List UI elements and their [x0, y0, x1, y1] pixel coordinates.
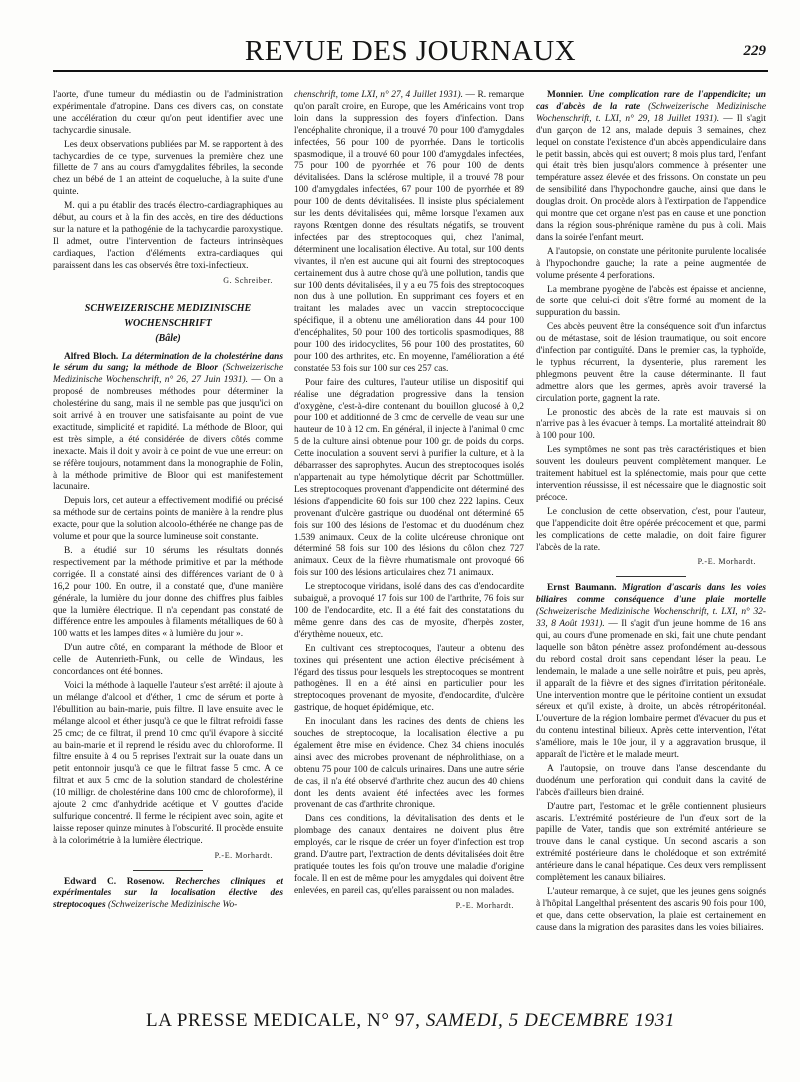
paragraph: La membrane pyogène de l'abcès est épaisse et ancienne, de sorte que celui-ci doit s'être formé au moment de la suppuration du bassin.	[536, 284, 766, 319]
signature: P.-E. Morhardt.	[214, 850, 273, 860]
paragraph: A l'autopsie, on trouve dans l'anse descendante du duodénum une perforation qui conduit dans la cavité de l'abcès d'ailleurs bien drainé.	[536, 763, 766, 798]
article-title: Migration d'ascaris dans les voies biliaires comme conséquence d'une plaie mortelle	[536, 583, 766, 606]
paragraph: M. qui a pu établir des tracés électro-cardiagraphiques au début, au cours et à la fin des accès, en tire des déductions sur la nature et la pathogénie de la tachycardie paroxystique. Il admet, outre l'intervention de facteurs intrinsèques cardiaques, l'action d'éléments extra-cardiaques qui paraissent dans les cas observés être toxi-infectieux.	[53, 201, 283, 271]
signature: P.-E. Morhardt.	[697, 557, 756, 567]
article-title: Une complication rare de l'appendicite; un cas d'abcès de la rate	[536, 90, 766, 112]
running-title: REVUE DES JOURNAUX	[244, 35, 577, 67]
article-text: — Il s'agit d'un garçon de 12 ans, malade depuis 3 semaines, chez lequel on constate l'existence d'un abcès appendiculaire dans le petit bassin, abcès qui est ouvert; 8 mois plus tard, l'enfant qui était très bien jusqu'alors commence à présenter une température assez élevée et des frissons. On constate un peu de sensibilité dans l'hypochondre gauche, ainsi que dans le douglas droit. On procède alors à l'extirpation de l'appendice qui montre que cet organe n'est pas en cause et une ponction dans la région sous-phrénique ramène du pus à coli. Mais dans la soirée l'enfant meurt.	[536, 113, 766, 243]
footer-journal: LA PRESSE MEDICALE, N° 97,	[146, 1010, 421, 1031]
journal-page	[53, 28, 768, 1068]
article-heading	[536, 90, 766, 245]
paragraph: Pour faire des cultures, l'auteur utilise un dispositif qui réalise une dégradation progressive dans la tension d'oxygène, c'est-à-dire contenant du bouillon glucosé à 0,2 pour 100 et additionné de 3 cmc de cervelle de veau sur une hauteur de 10 à 12 cm. En général, il injecte à l'animal 0 cmc 5 de la culture ainsi obtenue pour 100 gr. de poids du corps. Cette inoculation a souvent servi à purifier la culture, et à la débarrasser des saprophytes. Aucun des streptocoques isolés n'appartenait au type hémolytique décrit par Schottmüller. Les streptocoques provenant d'appendicite ont déterminé des lésions d'appendicite 60 fois sur 100 chez 222 lapins. Ceux provenant d'ulcère gastrique ou duodénal ont déterminé 65 fois sur 100 des lésions de l'estomac et du duodénum chez 1.539 animaux. Ceux de la colite ulcéreuse chronique ont déterminé 58 fois sur 100 des lésions du côlon chez 727 animaux. Ceux de la fièvre rhumatismale ont provoqué 66 fois sur 100 des lésions articulaires chez 71 animaux.	[294, 377, 524, 579]
page-number: 229	[743, 43, 766, 59]
separator-rule	[133, 870, 203, 871]
paragraph: Ces abcès peuvent être la conséquence soit d'un infarctus ou de métastase, soit de lésion traumatique, ou soit encore d'infection par contiguïté. Dans le premier cas, la typhoïde, le typhus récurrent, la dysenterie, plus rarement les phlegmons peuvent être la cause déterminante. Il faut admettre alors que les germes, après avoir traversé la circulation porte, gagnent la rate.	[536, 322, 766, 404]
paragraph: Les deux observations publiées par M. se rapportent à des tachycardies de ce type, survenues la première chez une fillette de 7 ans au cours d'amygdalites fébriles, la seconde chez un bébé de 1 an atteint de coqueluche, à la suite d'une quinte.	[53, 139, 283, 198]
paragraph: Depuis lors, cet auteur a effectivement modifié ou précisé sa méthode sur de certains points de manière à la rendre plus exacte, pour que la solution alcoolo-éthérée ne change pas de volume et pour que la source lumineuse soit constante.	[53, 496, 283, 543]
footer-date: SAMEDI, 5 DECEMBRE 1931	[425, 1010, 675, 1031]
article-title: Recherches cliniques et expérimentales sur la localisation élective des streptocoques	[53, 876, 283, 911]
paragraph: B. a étudié sur 10 sérums les résultats donnés respectivement par la méthode primitive et par la méthode corrigée. Il a constaté ainsi des différences variant de 0 à 16,2 pour 100. En outre, il a constaté que, d'une manière générale, la lumière du jour donne des chiffres plus faibles que la lumière électrique. Il n'a cependant pas constaté de différence entre les ampoules à filaments métalliques de 60 à 100 watts et les lampes dites « à lumière du jour ».	[53, 546, 283, 640]
paragraph: Le conclusion de cette observation, c'est, pour l'auteur, que l'appendicite doit être opérée précocement et que, parmi les complications de cette maladie, on doit faire figurer l'abcès de la rate.	[536, 506, 766, 553]
paragraph: A l'autopsie, on constate une péritonite purulente localisée à l'hypochondre gauche; la rate a peine augmentée de volume présente 4 perforations.	[536, 246, 766, 281]
article-source: (Schweizerische Medizinische Wochenschrift, t. LXI, n° 29, 18 Juillet 1931).	[536, 101, 766, 124]
paragraph: Voici la méthode à laquelle l'auteur s'est arrêté: il ajoute à un mélange d'alcool et d'éther, 1 cmc de sérum et porte à l'ébullition au bain-marie, puis filtre. Il lave ensuite avec le mélange alcool et éther jusqu'à ce que le filtrat refroidi fasse 25 cmc; de ce filtrat, il prend 10 cmc qu'il évapore à siccité au bain-marie et il reprend le résidu avec du chloroforme. Il filtre ensuite à 4 ou 5 reprises l'extrait sur la ouate dans un petit entonnoir jusqu'à ce que le filtrat fasse 5 cmc. A ce filtrat et aux 5 cmc de la solution standard de cholestérine (10 milligr. de cholestérine dans 100 cmc de chloroforme), il ajoute 2 cmc d'anhydride acétique et V gouttes d'acide sulfurique concentré. Il ferme le récipient avec soin, agite et laisse reposer quinze minutes à l'obscurité. Il procède ensuite à la colorimétrie à la lumière électrique.	[53, 680, 283, 846]
article-source: (Schweizerische Medizinische Wo-	[107, 900, 238, 911]
article-heading	[53, 352, 283, 495]
article-text: — R. remarque qu'on paraît croire, en Europe, que les Américains vont trop loin dans la suppression des foyers d'infection. Dans l'encéphalite chronique, il a trouvé 70 pour 100 d'amygdales infectées, 56 pour 100 de pyorrhée. Dans le torticolis spasmodique, il a trouvé 60 pour 100 d'amygdales infectées, 75 pour 100 de pyorrhée et 76 pour 100 de dents dévitalisées. Dans la sclérose multiple, il a trouvé 78 pour 100 d'amygdales infectées, 67 pour 100 de pyorrhée et 89 pour 100 de dents dévitalisées. Il insiste plus spécialement sur les dents dévitalisées qui, même lorsque l'examen aux rayons Rœntgen donne des résultats négatifs, se trouvent infectées par des streptocoques qui, chez l'animal, déterminent une localisation élective. Au total, sur 100 dents vivantes, il n'en est aucune qui ait fourni des streptocoques certainement dus à autre chose qu'à une pollution, tandis que sur 100 dents dévitalisées, il y a eu 75 fois des streptocoques non dus à une pollution. En supprimant ces foyers et en traitant les malades avec un vaccin streptococcique spécifique, il a obtenu une amélioration dans 44 pour 100 d'encéphalites, 50 pour 100 des torticolis spasmodiques, 88 pour 100 des iridocyclites, 56 pour 100 des prostatites, 60 pour 100 des arthrites, etc. En moyenne, l'amélioration a été constatée 53 fois sur 100 sur ces 257 cas.	[294, 90, 524, 374]
column-middle	[294, 90, 524, 995]
article-heading	[53, 877, 283, 913]
journal-city: (Bâle)	[155, 332, 181, 344]
column-left	[53, 90, 283, 995]
paragraph: Le pronostic des abcès de la rate est mauvais si on n'arrive pas à les évacuer à temps. La mortalité atteindrait 80 à 100 pour 100.	[536, 407, 766, 442]
article-source: chenschrift, tome LXI, n° 27, 4 Juillet 1931).	[294, 90, 463, 100]
paragraph: En cultivant ces streptocoques, l'auteur a obtenu des toxines qui présentent une action élective précisément à l'égard des tissus pour lesquels les streptocoques se montrent pathogènes. Il en a été ainsi en particulier pour les streptocoques provenant de myosite, d'endocardite, d'ulcère gastrique, de hoquet épidémique, etc.	[294, 643, 524, 714]
article-source: (Schweizerische Medizinische Wochenschrift, n° 26, 27 Juin 1931).	[53, 363, 283, 386]
paragraph: Dans ces conditions, la dévitalisation des dents et le plombage des canaux dentaires ne doivent plus être employés, car le risque de créer un foyer d'infection est trop grand. D'autre part, l'extraction de dents dévitalisées doit être pratiquée toutes les fois qu'on trouve une maladie d'origine focale. Il en est de même pour les amygdales qui doivent être enlevées, en pareil cas, qu'elles paraissent ou non malades.	[294, 814, 524, 896]
signature: G. Schreiber.	[223, 275, 273, 285]
separator-rule	[616, 576, 686, 577]
article-author: Monnier.	[547, 90, 584, 100]
article-text: — Il s'agit d'un jeune homme de 16 ans qui, au cours d'une promenade en ski, fait une chute pendant laquelle son bâton pénètre assez profondément au-dessous du rebord costal droit sans cependant léser la peau. Le lendemain, le malade a une selle noirâtre et puis, peu après, il apparaît de la fièvre et des signes d'irritation péritonéale. Une intervention montre que le péritoine contient un exsudat séreux et qu'il existe, à droite, un abcès rétropéritonéal. L'ouverture de la région lombaire permet d'évacuer du pus et du contenu intestinal bilieux. Après cette intervention, l'état s'améliore, mais le 10e jour, il y a aggravation brusque, il apparaît de l'ictère et le malade meurt.	[536, 619, 766, 761]
paragraph: D'autre part, l'estomac et le grêle contiennent plusieurs ascaris. L'extrémité postérieure de l'un d'eux sort de la papille de Vater, tandis que son extrémité antérieure se trouve dans le canal cystique. Un second ascaris a son extrémité postérieure dans le cholédoque et son extrémité antérieure dans le canal hépatique. Ces deux vers remplissent complètement les canaux biliaires.	[536, 801, 766, 884]
column-right	[536, 90, 766, 995]
signature: P.-E. Morhardt.	[455, 900, 514, 910]
article-author: Alfred Bloch.	[64, 351, 119, 362]
article-title: La détermination de la cholestérine dans le sérum du sang; la méthode de Bloor	[53, 351, 283, 374]
article-source: (Schweizerische Medizinische Wochenschrift, t. LXI, n° 32-33, 8 Août 1931).	[536, 607, 766, 630]
page-footer	[53, 1010, 768, 1032]
article-text: — On a proposé de nombreuses méthodes pour déterminer la cholestérine du sang, mais il ne semble pas que jusqu'ici on soit arrivé à en trouver une satisfaisante au point de vue exactitude, simplicité et rapidité. La méthode de Bloor, qui est très simple, a été considérée de divers côtés comme inexacte. Mais il doit y avoir à ce point de vue une erreur: on se réfère toujours, notamment dans la monographie de Folin, à la méthode primitive de Bloor qui est manifestement lacunaire.	[53, 375, 283, 493]
paragraph: En inoculant dans les racines des dents de chiens les souches de streptocoque, la localisation élective a pu également être mise en évidence. Chez 34 chiens inoculés ainsi avec des microbes provenant de néphrolithiase, on a obtenu 75 pour 100 de calculs urinaires. Dans une autre série de cas, il n'a été observé d'arthrite chez aucun des 40 chiens dont les dents avaient été infectées avec les formes provenant de cas d'arthrite chronique.	[294, 717, 524, 811]
article-heading	[536, 583, 766, 762]
page-header	[53, 28, 768, 72]
paragraph: Le streptocoque viridans, isolé dans des cas d'endocardite subaiguë, a provoqué 17 fois sur 100 de l'arthrite, 76 fois sur 100 de l'endocardite, etc. Il a été fait des constatations du même genre dans des cas de myosite, d'herpès zoster, d'érythème noueux, etc.	[294, 582, 524, 640]
article-author: Ernst Baumann.	[547, 583, 617, 594]
paragraph	[294, 90, 524, 376]
journal-name: SCHWEIZERISCHE MEDIZINISCHE WOCHENSCHRIFT	[84, 302, 252, 329]
text-columns	[53, 90, 768, 995]
paragraph: Les symptômes ne sont pas très caractéristiques et bien souvent les douleurs peuvent complètement manquer. Le traitement habituel est la splénectomie, mais pour que cette intervention réussisse, il est nécessaire que le diagnostic soit précoce.	[536, 445, 766, 503]
journal-section-heading	[53, 301, 283, 346]
paragraph: l'aorte, d'une tumeur du médiastin ou de l'administration expérimentale d'atropine. Dans ces divers cas, on constate une accélération du cœur qu'on peut identifier avec une tachycardie sinusale.	[53, 90, 283, 136]
article-author: Edward C. Rosenow.	[64, 876, 165, 887]
paragraph: L'auteur remarque, à ce sujet, que les jeunes gens soignés à l'hôpital Langelthal présentent des ascaris 90 fois pour 100, et que, dans cette observation, la plaie est certainement en cause dans la migration des parasites dans les voies biliaires.	[536, 887, 766, 933]
paragraph: D'un autre côté, en comparant la méthode de Bloor et celle de Autenrieth-Funk, ou celle de Windaus, les concordances ont été bonnes.	[53, 643, 283, 678]
